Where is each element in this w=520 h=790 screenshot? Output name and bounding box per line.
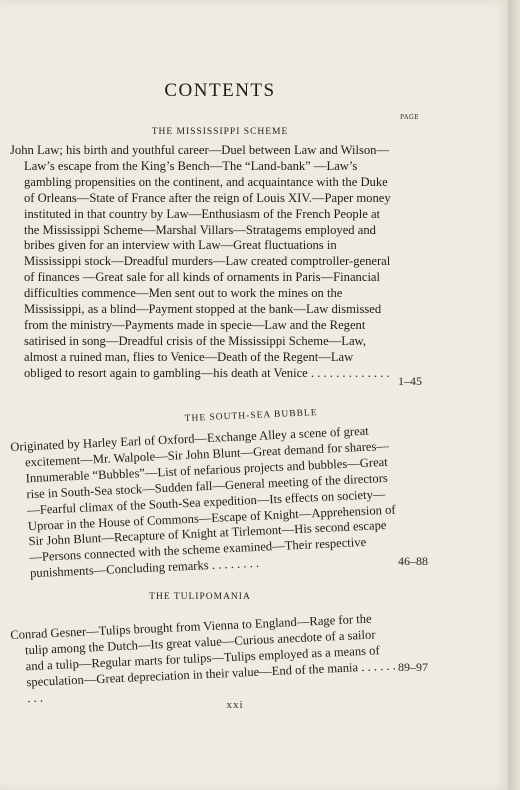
page-column-label: PAGE [400,114,419,121]
page-title: CONTENTS [164,80,276,101]
section-entry-south-sea [10,423,400,583]
page-number: xxi [226,699,244,711]
section-text-south-sea: Originated by Harley Earl of Oxford—Exchange Alley a scene of great excitement—Mr. Walpole—Sir John Blunt—Great demand for shares—Innumerable “Bubbles”—List of nefarious projects and bubbles—Great rise in South-Sea stock—Sudden fall—General meeting of the directors—Fearful climax of the South-Sea expedition—Its effects on society—Uproar in the House of Commons—Escape of Knight—Apprehension of Sir John Blunt—Recapture of Knight at Tirlemont—His second escape—Persons connected with the scheme examined—Their respective punishments—Concluding remarks . . . . . . . . [10,423,396,581]
section-title-south-sea: THE SOUTH-SEA BUBBLE [184,408,318,425]
section-title-mississippi: THE MISSISSIPPI SCHEME [151,127,289,137]
section-pages-mississippi: 1–45 [398,374,422,388]
section-pages-tulipomania: 89–97 [398,660,428,674]
section-pages-south-sea: 46–88 [398,554,428,568]
section-text-mississippi: John Law; his birth and youthful career—Duel between Law and Wilson—Law’s escape from the King’s Bench—The “Land-bank” —Law’s gambling propensities on the continent, and acquaintance with the Duke of Orleans—State of France after the reign of Louis XIV.—Paper money instituted in that country by Law—Enthusiasm of the French People at the Mississippi Scheme—Marshal Villars—Stratagems employed and bribes given for an interview with Law—Great fluctuations in Mississippi stock—Dreadful murders—Law created comptroller-general of finances —Great sale for all kinds of ornaments in Paris—Financial difficulties commence—Men sent out to work the mines on the Mississippi, as a blind—Payment stopped at the bank—Law dismissed from the ministry—Payments made in specie—Law and the Regent satirised in song—Dreadful crisis of the Mississippi Scheme—Law, almost a ruined man, flies to Venice—Death of the Regent—Law obliged to resort again to gambling—his death at Venice . . . . . . . . . . . . . [10,143,391,380]
section-title-tulipomania: THE TULIPOMANIA [149,592,251,602]
section-text-tulipomania: Conrad Gesner—Tulips brought from Vienna to England—Rage for the tulip among the Dutch—Its great value—Curious anecdote of a sailor and a tulip—Regular marts for tulips—Tulips employed as a means of speculation—Great depreciation in their value—End of the mania . . . . . . . . . [10,611,397,705]
